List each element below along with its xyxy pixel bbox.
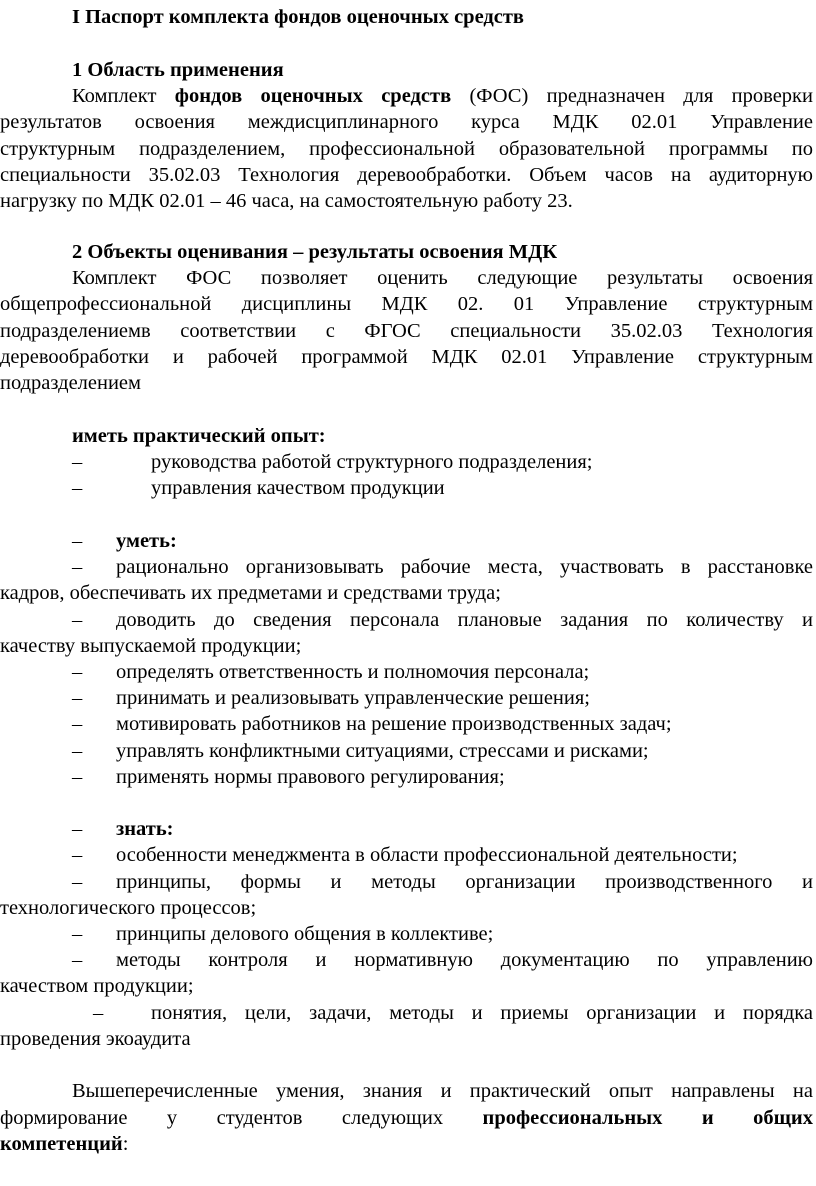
list-item-continuation: качеству выпускаемой продукции; xyxy=(0,635,302,657)
objects-paragraph-line-5: подразделением xyxy=(0,372,142,394)
dash-bullet: – xyxy=(72,477,83,499)
closing-paragraph-line-2: формирование у студентов следующих профессиональных и общих xyxy=(0,1107,813,1129)
dash-bullet: – xyxy=(72,687,83,709)
closing-paragraph-line-1: Вышеперечисленные умения, знания и практический опыт направлены на xyxy=(72,1080,813,1102)
experience-heading: иметь практический опыт: xyxy=(72,425,326,447)
scope-paragraph-line-3: структурным подразделением, профессиональной образовательной программы по xyxy=(0,138,813,160)
dash-bullet: – xyxy=(72,844,83,866)
dash-bullet: – xyxy=(72,818,83,840)
document-title: I Паспорт комплекта фондов оценочных средств xyxy=(72,6,525,28)
dash-bullet: – xyxy=(72,871,83,893)
dash-bullet: – xyxy=(72,923,83,945)
dash-bullet: – xyxy=(72,556,83,578)
scope-paragraph-line-1: Комплект фондов оценочных средств (ФОС) предназначен для проверки xyxy=(72,85,813,107)
dash-bullet: – xyxy=(72,766,83,788)
dash-bullet: – xyxy=(72,530,83,552)
objects-paragraph-line-3: подразделениемв соответствии с ФГОС специальности 35.02.03 Технология xyxy=(0,320,813,342)
dash-bullet: – xyxy=(72,451,83,473)
objects-paragraph-line-1: Комплект ФОС позволяет оценить следующие результаты освоения xyxy=(72,267,813,289)
list-item-continuation: проведения экоаудита xyxy=(0,1028,191,1050)
dash-bullet: – xyxy=(93,1002,104,1024)
list-item-continuation: технологического процессов; xyxy=(0,897,257,919)
list-item-continuation: качеством продукции; xyxy=(0,975,194,997)
knowledge-heading: знать: xyxy=(116,818,174,840)
section-heading-scope: 1 Область применения xyxy=(72,59,284,81)
dash-bullet: – xyxy=(72,740,83,762)
scope-paragraph-line-4: специальности 35.02.03 Технология деревообработки. Объем часов на аудиторную xyxy=(0,164,813,186)
scope-paragraph-line-2: результатов освоения междисциплинарного курса МДК 02.01 Управление xyxy=(0,111,813,133)
objects-paragraph-line-4: деревообработки и рабочей программой МДК 02.01 Управление структурным xyxy=(0,346,813,368)
scope-paragraph-line-5: нагрузку по МДК 02.01 – 46 часа, на самостоятельную работу 23. xyxy=(0,190,573,212)
dash-bullet: – xyxy=(72,713,83,735)
closing-paragraph-line-3: компетенций: xyxy=(0,1133,129,1155)
dash-bullet: – xyxy=(72,661,83,683)
dash-bullet: – xyxy=(72,609,83,631)
section-heading-assessment-objects: 2 Объекты оценивания – результаты освоения МДК xyxy=(72,241,558,263)
dash-bullet: – xyxy=(72,949,83,971)
skills-heading: уметь: xyxy=(116,530,177,552)
objects-paragraph-line-2: общепрофессиональной дисциплины МДК 02. 01 Управление структурным xyxy=(0,293,813,315)
list-item-continuation: кадров, обеспечивать их предметами и средствами труда; xyxy=(0,582,501,604)
